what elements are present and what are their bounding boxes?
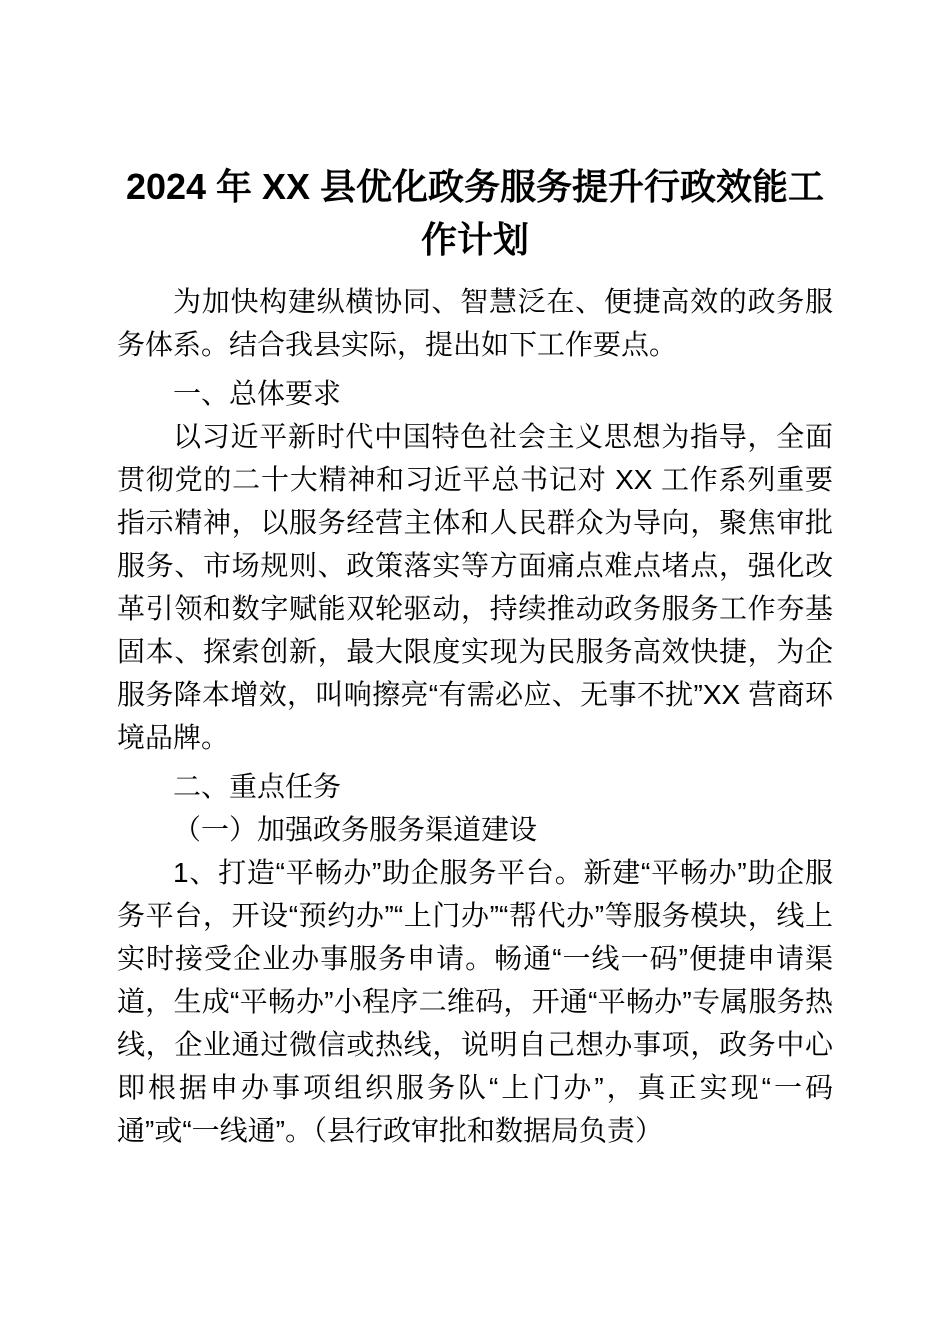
section-1-heading: 一、总体要求	[173, 378, 342, 409]
section-1-paragraph: 以习近平新时代中国特色社会主义思想为指导，全面贯彻党的二十大精神和习近平总书记对 XX 工作系列重要指示精神，以服务经营主体和人民群众为导向，聚焦审批服务、市场规则、政策落实等方面痛点难点堵点，强化改革引领和数字赋能双轮驱动，持续推动政务服务工作夯基固本、探索创新，最大限度实现为民服务高效快捷，为企服务降本增效，叫响擦亮“有需必应、无事不扰”XX 营商环境品牌。	[117, 421, 833, 753]
section-2-subsection-1-item-1: 1、打造“平畅办”助企服务平台。新建“平畅办”助企服务平台，开设“预约办”“上门办”“帮代办”等服务模块，线上实时接受企业办事服务申请。畅通“一线一码”便捷申请渠道，生成“平畅办”小程序二维码，开通“平畅办”专属服务热线，企业通过微信或热线，说明自己想办事项，政务中心即根据申办事项组织服务队“上门办”，真正实现“一码通”或“一线通”。（县行政审批和数据局负责）	[117, 857, 833, 1146]
document-title: 2024 年 XX 县优化政务服务提升行政效能工作计划	[125, 166, 825, 260]
section-2-subsection-1-heading: （一）加强政务服务渠道建设	[173, 814, 538, 845]
section-2-heading: 二、重点任务	[173, 771, 342, 802]
intro-paragraph: 为加快构建纵横协同、智慧泛在、便捷高效的政务服务体系。结合我县实际，提出如下工作要点。	[117, 286, 833, 360]
